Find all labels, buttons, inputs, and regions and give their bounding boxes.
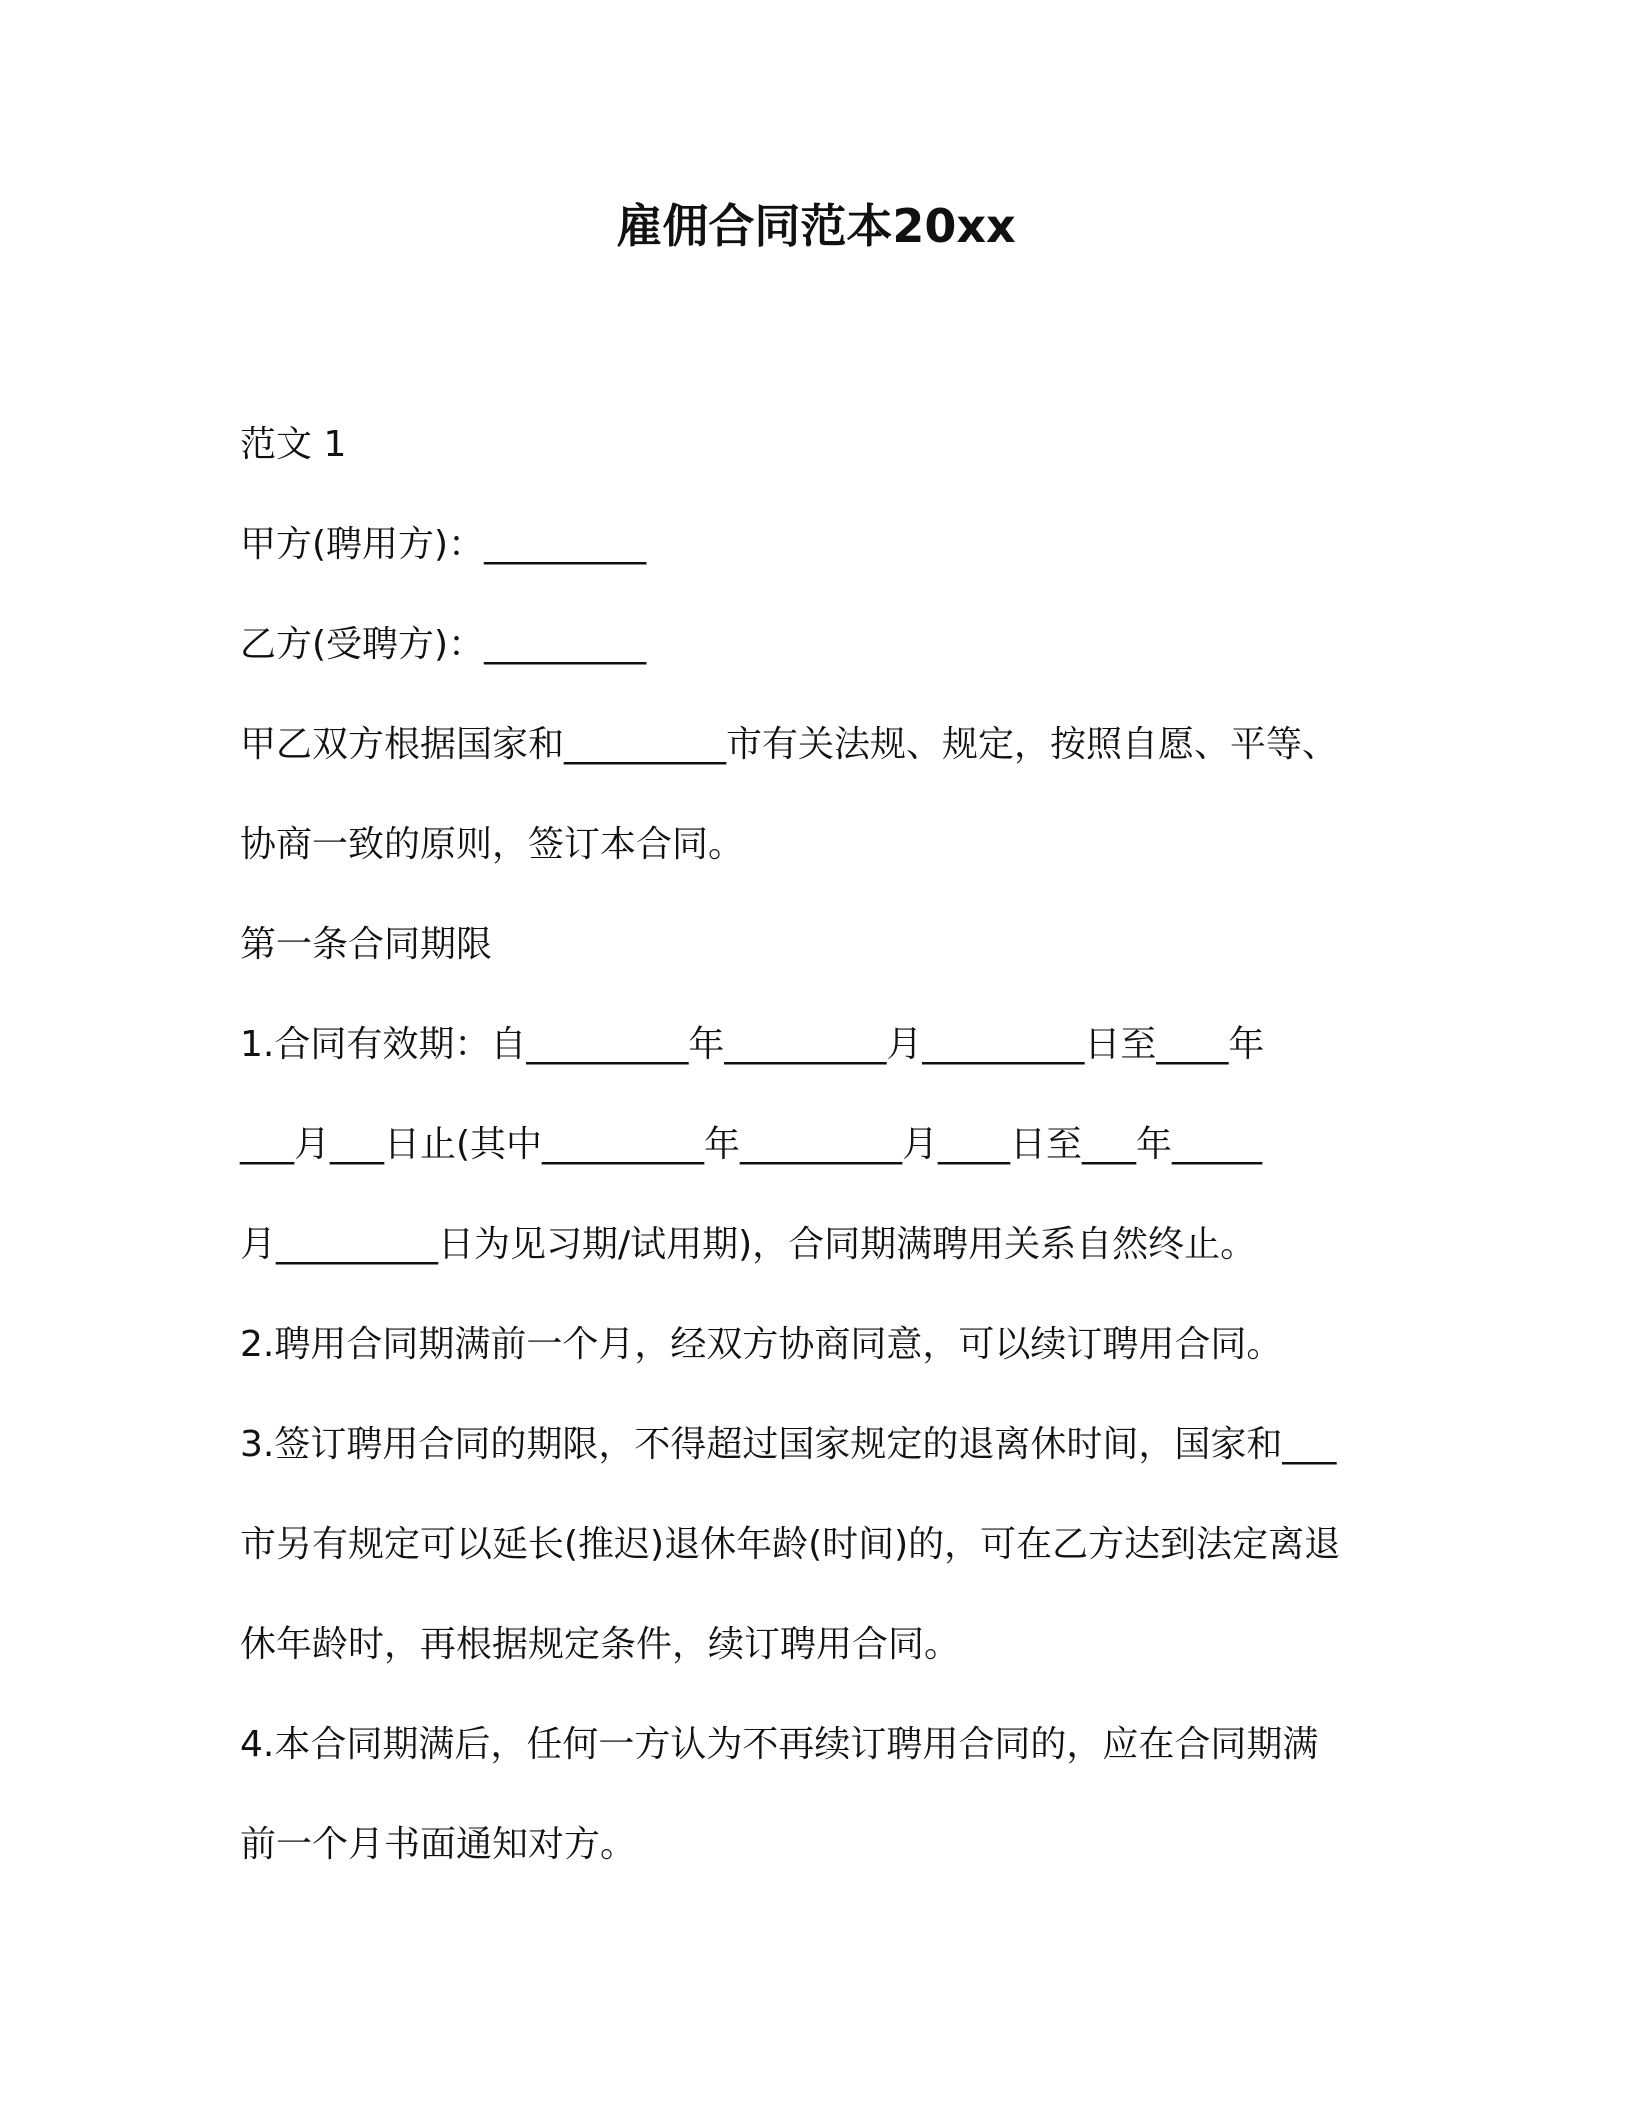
paragraph-line: 月_________日为见习期/试用期)，合同期满聘用关系自然终止。 [240,1224,1257,1265]
party-a-line: 甲方(聘用方)：_________ [240,524,647,565]
paragraph-line: 甲乙双方根据国家和_________市有关法规、规定，按照自愿、平等、 [240,724,1339,765]
paragraph-line: 3.签订聘用合同的期限，不得超过国家规定的退离休时间，国家和___ [240,1424,1337,1465]
paragraph-line: 休年龄时，再根据规定条件，续订聘用合同。 [240,1624,961,1665]
document-title: 雇佣合同范本20xx [616,199,1016,253]
section-label: 范文 1 [240,424,347,465]
paragraph-line: ___月___日止(其中_________年_________月____日至___年_____ [240,1124,1263,1165]
party-b-line: 乙方(受聘方)：_________ [240,624,647,665]
paragraph-line: 1.合同有效期：自_________年_________月_________日至____年 [240,1024,1265,1065]
article-heading: 第一条合同期限 [240,924,493,965]
paragraph-line: 前一个月书面通知对方。 [240,1824,637,1865]
paragraph-line: 2.聘用合同期满前一个月，经双方协商同意，可以续订聘用合同。 [240,1324,1283,1365]
paragraph-line: 市另有规定可以延长(推迟)退休年龄(时间)的，可在乙方达到法定离退 [240,1524,1341,1565]
paragraph-line: 4.本合同期满后，任何一方认为不再续订聘用合同的，应在合同期满 [240,1724,1319,1765]
paragraph-line: 协商一致的原则，签订本合同。 [240,824,745,865]
